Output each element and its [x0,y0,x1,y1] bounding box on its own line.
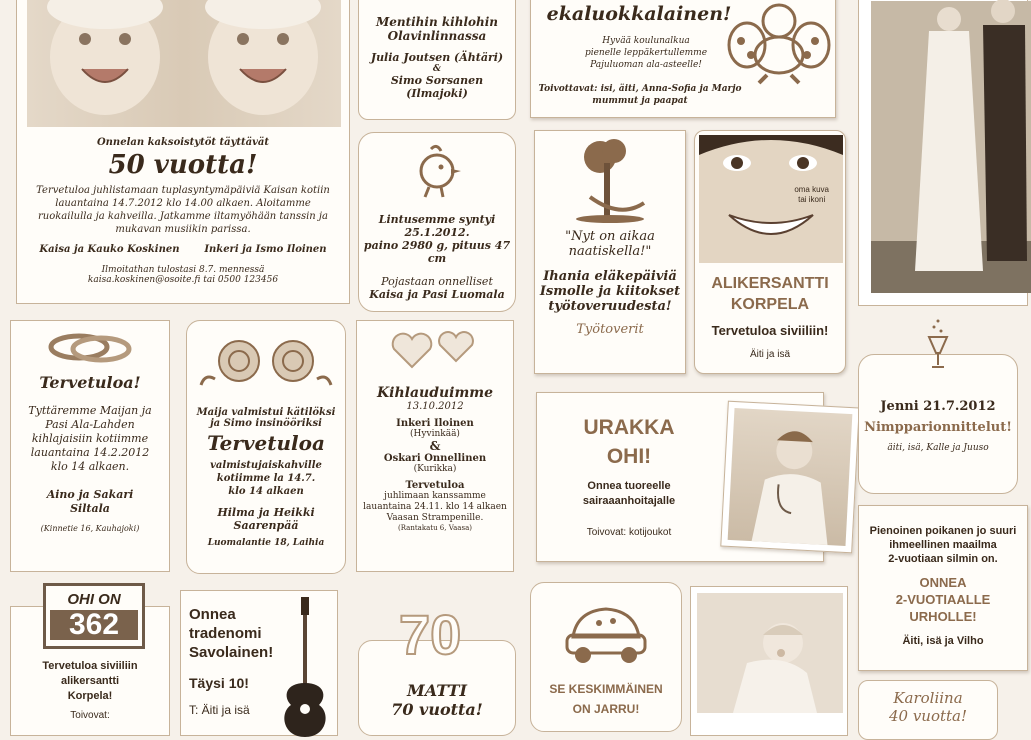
retire-sign: Työtoverit [576,322,644,337]
school-body2: pienelle leppäkertullemme [584,48,708,58]
rings-addr: (Kinnetie 16, Kauhajoki) [40,524,140,533]
bird-line4: Pojastaan onnelliset [381,275,493,288]
nurse-title2: OHI! [606,445,652,468]
ad-karoliina-40 [858,680,998,740]
roses-headline: Tervetuloa [207,431,325,455]
bird-line3: paino 2980 g, pituus 47 cm [363,239,511,265]
twins-rsvp-1: Ilmoitathan tulostasi 8.7. mennessä [101,265,265,275]
boy-title2: 2-VUOTIAALLE [895,592,991,607]
roses-sign1: Hilma ja Heikki [217,506,315,519]
hearts-amp: & [429,439,441,453]
sergeant-title2: KORPELA [730,296,810,313]
nurse-title1: URAKKA [583,416,675,439]
wedding-car-icon [561,591,651,667]
hearts-name1: Inkeri Iloinen [396,418,474,429]
hearts-headline: Kihlauduimme [376,385,494,401]
wedding-amp: & [432,64,442,74]
ohion-sign: Toivovat: [70,710,110,721]
seventy-sub: 70 vuotta! [391,700,483,719]
boy-body1: Pienoinen poikanen jo suuri [869,525,1017,537]
photo-note1: oma kuva [794,185,829,194]
hearts-icon [390,331,480,371]
twins-intro: Onnelan kaksoistytöt täyttävät [96,137,270,148]
guitar-sign: T: Äiti ja isä [189,703,250,717]
ad-matti-70 [358,603,516,736]
rings-body3: kihlajaisiin kotiimme [31,432,149,445]
hearts-welcome: Tervetuloa [405,480,465,491]
hearts-date: 13.10.2012 [406,401,464,412]
wedding-name2: Simo Sorsanen (Ilmajoki) [390,74,484,100]
roses-body3: klo 14 alkaen [228,486,304,497]
ad-ohi-on-362 [10,591,170,736]
bird-icon [407,141,467,201]
retire-quote1: "Nyt on aikaa [565,229,655,244]
bird-line2: 25.1.2012. [404,226,470,239]
hearts-body1: juhlimaan kanssamme [384,491,486,501]
ohion-body1: Tervetuloa siviiliin [42,660,138,672]
ladybug-icon [727,0,831,85]
ad-lintusemme [358,132,516,312]
number-70-candles: 70 [399,603,462,666]
rings-body1: Tyttäremme Maijan ja [28,404,152,417]
nurse-sign: Toivovat: kotijoukot [586,527,672,538]
retire-quote2: naatiskella!" [568,244,652,259]
champagne-glass-icon [923,313,953,373]
car-line2: ON JARRU! [572,702,640,716]
roses-addr: Luomalantie 18, Laihia [207,538,325,548]
school-wish2: mummut ja paapat [592,96,688,106]
ad-kihlauduimme-hearts [356,320,514,572]
twins-body: Tervetuloa juhlistamaan tuplasyntymäpäiviä Kaisan kotiin lauantaina 14.7.2012 klo 14.00 alkaen. Aloitamme ruokailulla ja kahveilla. Jatkamme iltamyöhään tanssin ja mukavan musiikin parissa. [36,185,330,235]
nurse-photo [720,401,859,554]
sergeant-sub: Tervetuloa siviiliin! [711,323,829,338]
ohion-body3: Korpela! [67,690,113,702]
photo-note2: tai ikoni [798,195,826,204]
ad-alikersantti [694,130,846,374]
school-headline: ekaluokkalainen! [546,3,732,25]
hearts-name2: Oskari Onnellinen [383,453,487,464]
retire-body3: työtoveruudesta! [548,299,672,314]
seventy-name: MATTI [407,681,467,700]
ad-tradenomi-guitar [180,590,338,736]
karoliina-name: Karoliina [893,689,963,707]
ad-nimppari-jenni [858,354,1018,494]
roses-body2: kotiimme la 14.7. [216,473,316,484]
badge-top: OHI ON [67,591,121,608]
tree-hammock-icon [570,137,650,223]
guitar-line2: tradenomi [189,625,262,642]
boy-body3: 2-vuotiaan silmin on. [888,553,998,565]
karoliina-sub: 40 vuotta! [888,707,968,725]
ad-kihlajaiset-rings [10,320,170,572]
nurse-sub1: Onnea tuoreelle [587,480,671,492]
school-body3: Pajuluoman ala-asteelle! [590,60,702,70]
ohion-body2: alikersantti [60,675,120,687]
boy-title1: ONNEA [919,575,967,590]
man-face-photo [699,135,843,263]
ad-kihlat-olavinlinna [358,0,516,120]
wedding-name1: Julia Joutsen (Ähtäri) [370,51,504,64]
hearts-addr: (Rantakatu 6, Vaasa) [398,524,472,532]
guitar-line3: Savolainen! [189,644,274,661]
guitar-line1: Onnea [189,606,236,623]
rings-body4: lauantaina 14.2.2012 [30,446,150,459]
ad-keskimmainen-car [530,582,682,732]
car-line1: SE KESKIMMÄINEN [549,682,663,696]
school-body1: Hyvää koulunalkua [602,36,690,46]
ad-2-vuotias-urho [858,505,1028,671]
roses-intro2: ja Simo insinööriksi [210,418,322,429]
ad-twins-50 [16,0,350,304]
bird-line5: Kaisa ja Pasi Luomala [369,288,505,301]
guitar-icon [277,597,333,737]
wedding-line2: Olavinlinnassa [387,29,487,43]
school-wish1: Toivottavat: isi, äiti, Anna-Sofia ja Marjo [538,84,742,94]
retire-body1: Ihania eläkepäiviä [543,269,677,284]
roses-intro1: Maija valmistui kätilöksi [196,407,336,418]
boy-title3: URHOLLE! [909,609,977,624]
ad-ekaluokkalainen [530,0,836,118]
baby-photo [690,586,848,736]
boy-body2: ihmeellinen maailma [889,539,997,551]
twins-headline: 50 vuotta! [108,150,258,180]
ad-valmistujaiset-roses [186,320,346,574]
rings-body2: Pasi Ala-Lahden [45,418,135,431]
hearts-body3: Vaasan Strampenille. [386,513,484,523]
wedding-line1: Mentihin kihlohin [375,15,499,29]
hearts-body2: lauantaina 24.11. klo 14 alkaen [363,502,507,512]
badge-number: 362 [50,610,138,640]
guitar-line4: Täysi 10! [189,675,249,691]
twins-rsvp-2: kaisa.koskinen@osoite.fi tai 0500 123456 [87,275,279,285]
twins-hosts-right: Inkeri ja Ismo Iloinen [204,244,327,255]
jenni-name: Jenni 21.7.2012 [880,399,996,414]
roses-icon [201,333,331,393]
twins-hosts-left: Kaisa ja Kauko Koskinen [39,244,180,255]
jenni-headline: Nimpparionnittelut! [864,420,1012,435]
retire-body2: Ismolle ja kiitokset [539,284,681,299]
jenni-sign: äiti, isä, Kalle ja Juuso [887,443,989,453]
hearts-place1: (Hyvinkää) [410,429,460,439]
roses-body1: valmistujaiskahville [210,460,322,471]
rings-sign1: Aino ja Sakari [46,488,134,501]
countdown-badge [43,583,145,649]
boy-sign: Äiti, isä ja Vilho [902,635,984,647]
sergeant-sign: Äiti ja isä [749,349,790,360]
twin-babies-photo [27,0,341,127]
wedding-couple-photo [858,0,1028,306]
bird-line1: Lintusemme syntyi [378,213,496,226]
sergeant-title1: ALIKERSANTTI [711,275,829,292]
rings-body5: klo 14 alkaen. [50,460,130,473]
roses-sign2: Saarenpää [233,519,299,532]
rings-headline: Tervetuloa! [39,373,141,392]
ad-elakepaivat [534,130,686,374]
rings-sign2: Siltala [70,502,110,515]
wedding-rings-icon [45,329,135,365]
nurse-sub2: sairaaanhoitajalle [582,495,676,507]
hearts-place2: (Kurikka) [413,464,457,474]
